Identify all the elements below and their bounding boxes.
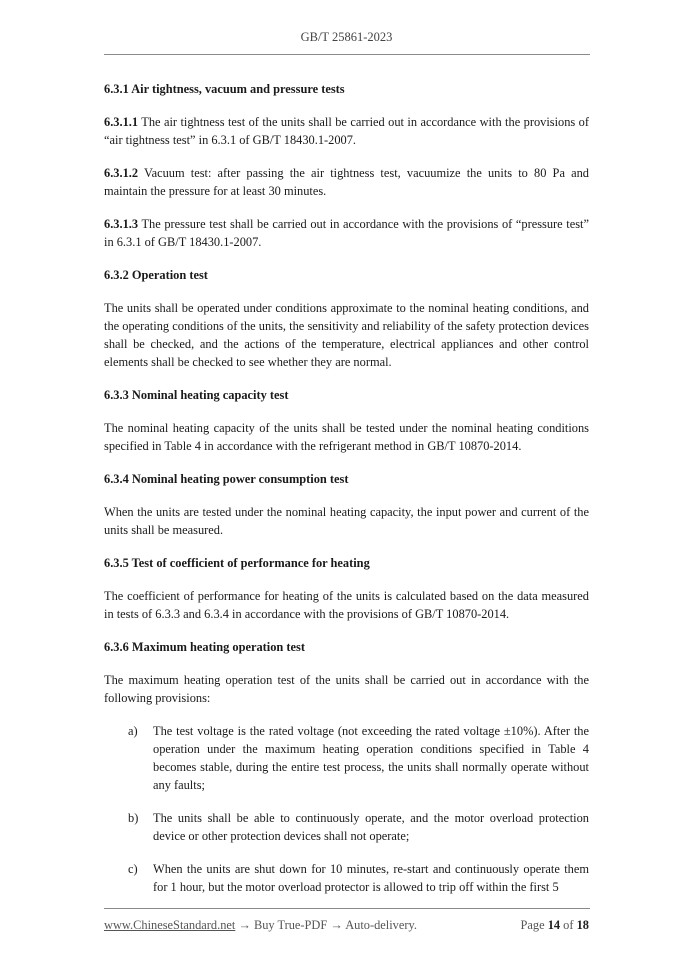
clause-number: 6.3.1.1 xyxy=(104,115,139,129)
clause-6-3-1-1 xyxy=(104,113,589,149)
page-content xyxy=(104,80,589,911)
list-item xyxy=(104,860,589,896)
section-heading-6-3-6: 6.3.6 Maximum heating operation test xyxy=(104,640,305,654)
clause-text: The pressure test shall be carried out in accordance with the provisions of “pressure test” in 6.3.1 of GB/T 18430.1-2007. xyxy=(104,217,589,249)
footer-divider xyxy=(104,908,590,909)
delivery-text: Auto-delivery. xyxy=(345,918,417,932)
clause-6-3-1-3 xyxy=(104,215,589,251)
header-divider xyxy=(104,54,590,55)
clause-text: The air tightness test of the units shall be carried out in accordance with the provisions of “air tightness test” in 6.3.1 of GB/T 18430.1-2007. xyxy=(104,115,589,147)
list-item xyxy=(104,722,589,794)
section-heading-6-3-2: 6.3.2 Operation test xyxy=(104,268,208,282)
paragraph-6-3-5: The coefficient of performance for heating of the units is calculated based on the data measured in tests of 6.3.3 and 6.3.4 in accordance with the provisions of GB/T 10870-2014. xyxy=(104,589,589,621)
current-page: 14 xyxy=(547,918,561,932)
page-label: Page xyxy=(520,918,548,932)
clause-6-3-1-2 xyxy=(104,164,589,200)
list-marker: b) xyxy=(128,811,139,825)
clause-number: 6.3.1.2 xyxy=(104,166,139,180)
paragraph-6-3-2: The units shall be operated under conditions approximate to the nominal heating conditions, and the operating conditions of the units, the sensitivity and reliability of the safety protection devices shall be checked, and the actions of the temperature, electrical appliances and other control elements shall be checked to see whether they are normal. xyxy=(104,301,589,369)
footer-promo xyxy=(104,918,417,933)
page-number xyxy=(521,918,590,933)
page-header: GB/T 25861-2023 xyxy=(300,30,393,44)
paragraph-6-3-3: The nominal heating capacity of the units shall be tested under the nominal heating conditions specified in Table 4 in accordance with the refrigerant method in GB/T 10870-2014. xyxy=(104,421,589,453)
website-link[interactable]: www.ChineseStandard.net xyxy=(104,918,236,932)
section-heading-6-3-4: 6.3.4 Nominal heating power consumption test xyxy=(104,472,349,486)
list-item xyxy=(104,809,589,845)
arrow-right-icon: → xyxy=(235,918,254,932)
clause-text: Vacuum test: after passing the air tightness test, vacuumize the units to 80 Pa and maintain the pressure for at least 30 minutes. xyxy=(104,166,589,198)
section-heading-6-3-1: 6.3.1 Air tightness, vacuum and pressure tests xyxy=(104,82,345,96)
total-pages: 18 xyxy=(576,918,589,932)
list-item-text: The test voltage is the rated voltage (not exceeding the rated voltage ±10%). After the operation under the maximum heating operation conditions specified in Table 4 becomes stable, during the entire test process, the units shall normally operate without any faults; xyxy=(153,724,589,792)
list-marker: a) xyxy=(128,724,138,738)
arrow-right-icon: → xyxy=(327,918,346,932)
section-heading-6-3-3: 6.3.3 Nominal heating capacity test xyxy=(104,388,289,402)
provision-list xyxy=(104,722,589,896)
buy-text: Buy True-PDF xyxy=(253,918,328,932)
section-heading-6-3-5: 6.3.5 Test of coefficient of performance for heating xyxy=(104,556,370,570)
list-item-text: The units shall be able to continuously operate, and the motor overload protection device or other protection devices shall not operate; xyxy=(153,811,589,843)
list-item-text: When the units are shut down for 10 minutes, re-start and continuously operate them for 1 hour, but the motor overload protector is allowed to trip off within the first 5 xyxy=(153,862,589,894)
clause-number: 6.3.1.3 xyxy=(104,217,139,231)
paragraph-6-3-4: When the units are tested under the nominal heating capacity, the input power and current of the units shall be measured. xyxy=(104,505,589,537)
paragraph-6-3-6: The maximum heating operation test of the units shall be carried out in accordance with the following provisions: xyxy=(104,673,589,705)
of-label: of xyxy=(560,918,577,932)
list-marker: c) xyxy=(128,862,138,876)
